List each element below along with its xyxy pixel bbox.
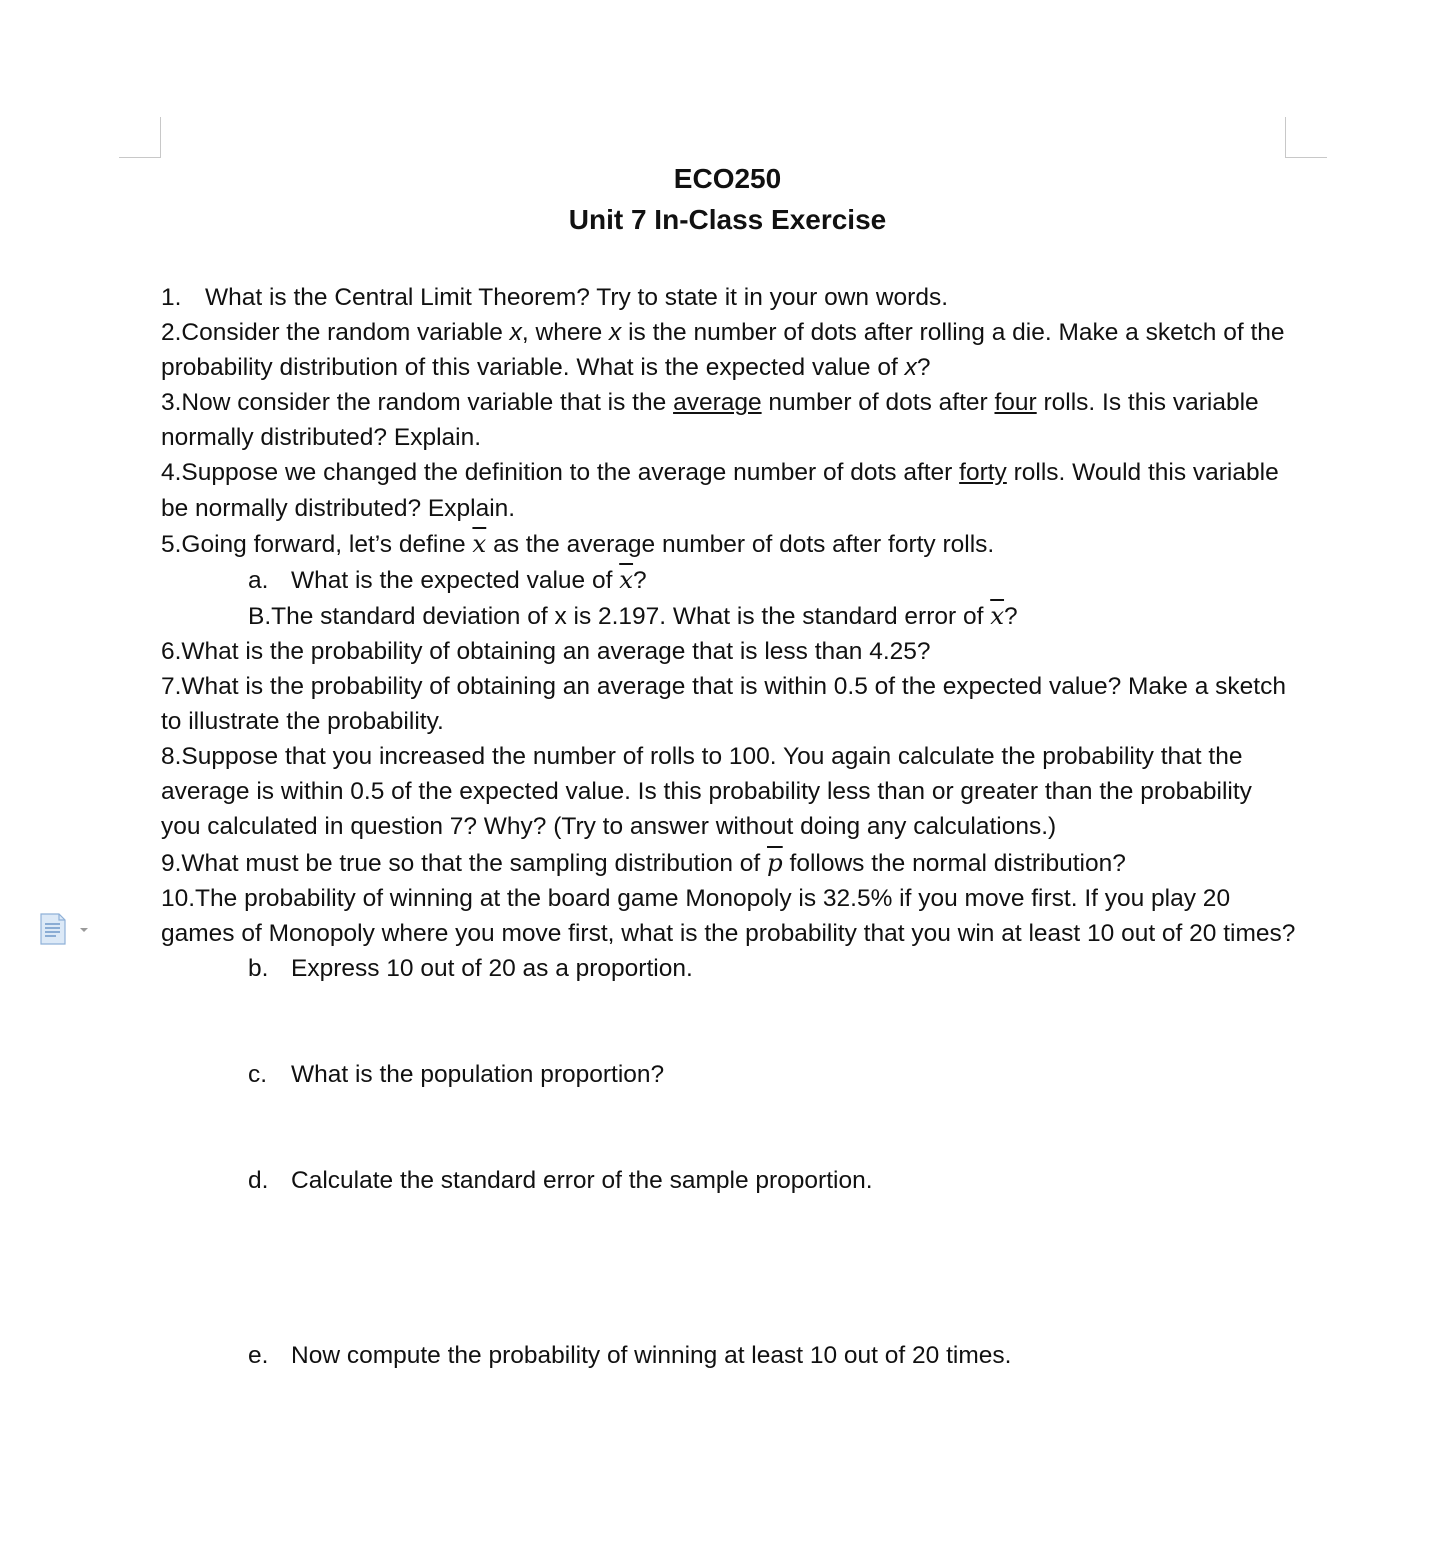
question-5b-end: ? xyxy=(1004,602,1018,630)
document-layout-icon[interactable] xyxy=(40,913,98,945)
margin-corner-top-right xyxy=(1285,117,1327,158)
question-9-text-b: follows the normal distribution? xyxy=(789,849,1126,877)
document-title: ECO250 xyxy=(673,163,782,194)
question-5a-text: What is the expected value of xyxy=(291,566,620,594)
question-1-number: 1. xyxy=(161,284,182,311)
question-3-underline-four: four xyxy=(994,389,1037,417)
question-1 xyxy=(161,280,1296,315)
document-body xyxy=(161,280,1296,1373)
answer-space xyxy=(161,1198,1296,1338)
question-10c-label: c. xyxy=(248,1060,268,1088)
p-bar-symbol: $\overline{p}$ xyxy=(767,847,783,877)
question-2-var: x xyxy=(609,319,622,347)
question-9 xyxy=(161,845,1296,881)
question-5-text-b: as the average number of dots after forty rolls. xyxy=(493,530,995,558)
question-10e-label: e. xyxy=(248,1342,269,1370)
question-4 xyxy=(161,455,1296,525)
x-bar-symbol: $\overline{x}$ xyxy=(619,564,634,594)
question-1-text: What is the Central Limit Theorem? Try to state it in your own words. xyxy=(205,284,949,311)
x-bar-symbol: $\overline{x}$ xyxy=(472,528,487,558)
question-2-var: x xyxy=(904,354,917,382)
answer-space xyxy=(161,1092,1296,1163)
question-2-text-b: , where xyxy=(521,319,610,347)
x-bar-symbol: $\overline{x}$ xyxy=(990,600,1005,630)
question-10: 10.The probability of winning at the board game Monopoly is 32.5% if you move first. If you play 20 games of Monopoly where you move first, what is the probability that you win at least 10 out of 20 times? xyxy=(161,884,1296,947)
question-5a-end: ? xyxy=(633,566,647,594)
question-3-underline-average: average xyxy=(673,389,762,417)
question-5 xyxy=(161,526,1296,562)
question-5a-label: a. xyxy=(248,566,269,594)
question-10e xyxy=(248,1338,1296,1373)
question-8: 8.Suppose that you increased the number of rolls to 100. You again calculate the probability that the average is within 0.5 of the expected value. Is this probability less than or greater than the probability you calculated in question 7? Why? (Try to answer without doing any calculations.) xyxy=(161,743,1252,841)
question-10e-text: Now compute the probability of winning at least 10 out of 20 times. xyxy=(291,1342,1012,1370)
question-6: 6.What is the probability of obtaining an average that is less than 4.25? xyxy=(161,637,931,665)
question-2 xyxy=(161,315,1296,385)
question-5a xyxy=(248,562,1296,598)
question-2-text-a: 2.Consider the random variable xyxy=(161,319,510,347)
document-subtitle: Unit 7 In-Class Exercise xyxy=(568,204,887,235)
question-2-text-c: is the number of dots after rolling a die. Make a sketch of the probability distribution of this variable. What is the expected value of xyxy=(161,319,1285,382)
answer-space xyxy=(161,986,1296,1057)
question-2-text-d: ? xyxy=(916,354,931,382)
question-4-text-a: 4.Suppose we changed the definition to the average number of dots after xyxy=(161,459,960,487)
question-4-underline-forty: forty xyxy=(959,459,1007,487)
question-10d xyxy=(248,1163,1296,1198)
question-10c-text: What is the population proportion? xyxy=(291,1060,665,1088)
question-10b-text: Express 10 out of 20 as a proportion. xyxy=(291,954,693,982)
question-9-text-a: 9.What must be true so that the sampling distribution of xyxy=(161,849,768,877)
question-5b-text: B.The standard deviation of x is 2.197. What is the standard error of xyxy=(248,602,991,630)
question-10b-label: b. xyxy=(248,954,269,982)
question-5-text-a: 5.Going forward, let’s define xyxy=(161,530,473,558)
question-10c xyxy=(248,1057,1296,1092)
question-4-text-b: rolls. Would this variable be normally distributed? Explain. xyxy=(161,459,1279,522)
question-5b xyxy=(248,598,1296,634)
question-10d-label: d. xyxy=(248,1166,269,1194)
question-7: 7.What is the probability of obtaining an average that is within 0.5 of the expected value? Make a sketch to illustrate the probability. xyxy=(161,673,1286,736)
question-2-var: x xyxy=(509,319,522,347)
question-3-text-a: 3.Now consider the random variable that is the xyxy=(161,389,674,417)
question-10b xyxy=(248,951,1296,986)
question-3-text-b: number of dots after xyxy=(761,389,995,417)
question-3-text-c: rolls. Is this variable normally distributed? Explain. xyxy=(161,389,1259,452)
question-10d-text: Calculate the standard error of the sample proportion. xyxy=(291,1166,873,1194)
margin-corner-top-left xyxy=(119,117,161,158)
question-3 xyxy=(161,385,1296,455)
